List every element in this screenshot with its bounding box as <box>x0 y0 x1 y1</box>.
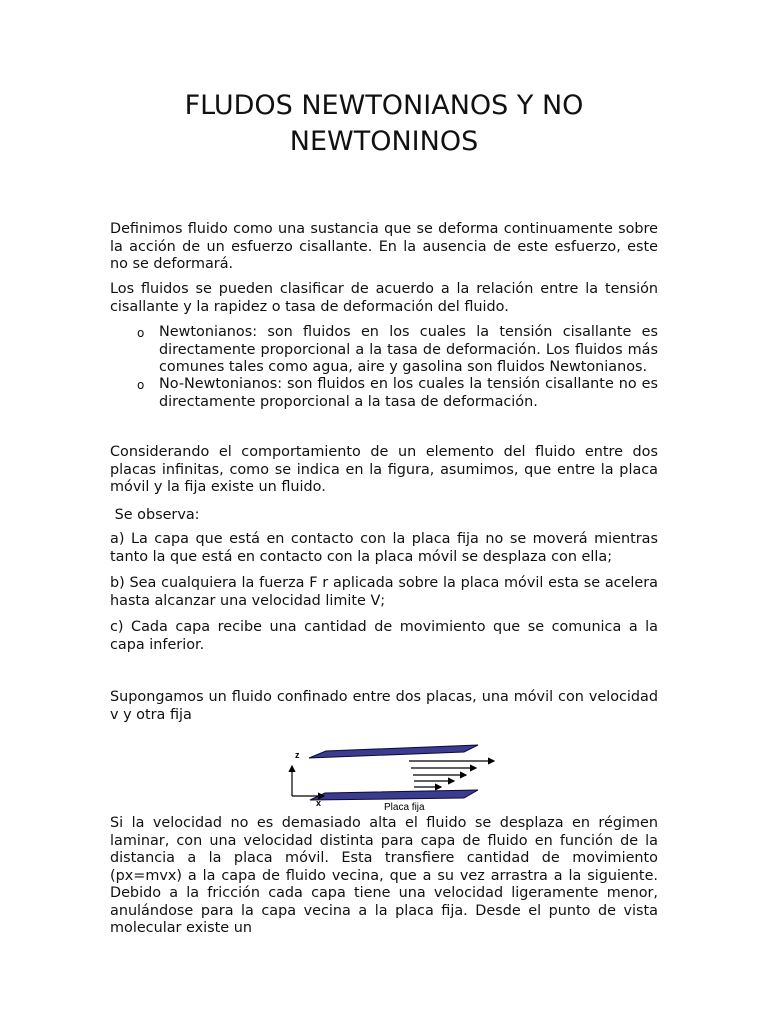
bullet-marker: o <box>137 378 145 392</box>
list-item-non-newtonian <box>110 376 658 411</box>
list-item-text: Newtonianos: son fluidos en los cuales la tensión cisallante es directamente proporcional a la tasa de deformación. Los fluidos más comunes tales como agua, aire y gasolina son fluidos Newtonianos. <box>159 324 658 375</box>
paragraph-plates: Considerando el comportamiento de un elemento del fluido entre dos placas infinitas, como se indica en la figura, asumimos, que entre la placa móvil y la fija existe un fluido. <box>110 444 658 495</box>
paragraph-classification: Los fluidos se pueden clasificar de acuerdo a la relación entre la tensión cisallante y la rapidez o tasa de deformación del fluido. <box>110 281 658 315</box>
page-title: FLUDOS NEWTONIANOS Y NO NEWTONINOS <box>184 90 584 157</box>
moving-plate <box>309 745 478 758</box>
fixed-plate <box>310 790 478 800</box>
plates-diagram <box>283 744 483 813</box>
fluid-type-list <box>110 324 658 411</box>
bullet-marker: o <box>137 326 145 340</box>
plates-diagram-svg <box>283 744 483 813</box>
paragraph-laminar: Si la velocidad no es demasiado alta el fluido se desplaza en régimen laminar, con una velocidad distinta para capa de fluido en función de la distancia a la placa móvil. Esta transfiere cantidad de movimiento (px=mvx) a la capa de fluido vecina, que a su vez arrastra a la siguiente. Debido a la fricción cada capa tiene una velocidad ligeramente menor, anulándose para la capa vecina a la placa fija. Desde el punto de vista molecular existe un <box>110 815 658 936</box>
x-axis-label: x <box>316 798 322 808</box>
list-item-newtonian <box>110 324 658 376</box>
paragraph-item-b: b) Sea cualquiera la fuerza F r aplicada sobre la placa móvil esta se acelera hasta alcanzar una velocidad limite V; <box>110 575 658 609</box>
paragraph-suppose: Supongamos un fluido confinado entre dos placas, una móvil con velocidad v y otra fija <box>110 689 658 723</box>
paragraph-item-c: c) Cada capa recibe una cantidad de movimiento que se comunica a la capa inferior. <box>110 619 658 653</box>
paragraph-item-a: a) La capa que está en contacto con la placa fija no se moverá mientras tanto la que está en contacto con la placa móvil se desplaza con ella; <box>110 531 658 565</box>
fixed-plate-label: Placa fija <box>384 802 425 813</box>
z-axis-label: z <box>295 750 300 760</box>
paragraph-observe: Se observa: <box>110 507 200 523</box>
paragraph-definition: Definimos fluido como una sustancia que se deforma continuamente sobre la acción de un esfuerzo cisallante. En la ausencia de este esfuerzo, este no se deformará. <box>110 221 658 272</box>
list-item-text: No-Newtonianos: son fluidos en los cuales la tensión cisallante no es directamente proporcional a la tasa de deformación. <box>159 376 658 410</box>
